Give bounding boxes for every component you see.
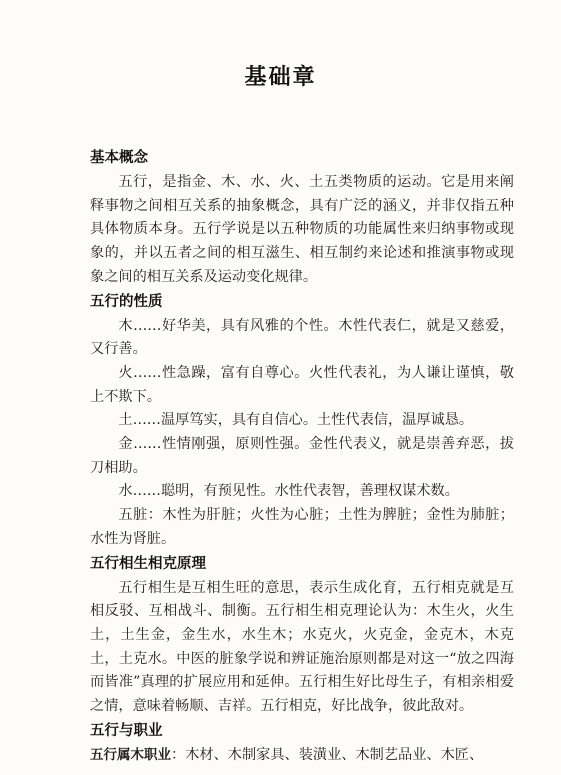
section-heading: 五行相生相克原理	[90, 555, 206, 572]
paragraph-lead: 五行属木职业	[90, 746, 171, 763]
section-heading: 五行的性质	[90, 293, 163, 310]
paragraph-earth: 土……温厚笃实，具有自信心。土性代表信，温厚诚恳。	[118, 412, 474, 429]
section-generation-restriction	[90, 552, 514, 719]
section-heading: 基本概念	[90, 150, 148, 166]
paragraph: 五行，是指金、木、水、火、土五类物质的运动。它是用来阐释事物之间相互关系的抽象概念，具有广泛的涵义，并非仅指五种具体物质本身。五行学说是以五种物质的功能属性来归纳事物或现象的，并以五者之间的相互滋生、相互制约来论述和推演事物或现象之间的相互关系及运动变化规律。	[90, 174, 514, 285]
paragraph-organs: 五脏：木性为肝脏；火性为心脏；土性为脾脏；金性为肺脏；水性为肾脏。	[90, 507, 514, 547]
page-content	[90, 146, 514, 767]
chapter-title: 基础章	[244, 65, 317, 90]
section-five-elements-nature	[90, 290, 514, 552]
paragraph: 五行相生是互相生旺的意思，表示生成化育，五行相克就是互相反驳、互相战斗、制衡。五行相生相克理论认为：木生火，火生土，土生金，金生水，水生木；水克火，火克金，金克木，木克土，土克水。中医的脏象学说和辨证施治原则都是对这一“放之四海而皆准”真理的扩展应用和延伸。五行相生好比母生子，有相亲相爱之情，意味着畅顺、吉祥。五行相克，好比战争，彼此敌对。	[90, 579, 514, 715]
paragraph-metal: 金……性情刚强，原则性强。金性代表义，就是崇善弃恶，拔刀相助。	[90, 436, 514, 476]
section-heading: 五行与职业	[90, 722, 163, 739]
section-basic-concept	[90, 146, 514, 290]
paragraph-text: ：木材、木制家具、装潢业、木制艺品业、木匠、	[171, 746, 484, 763]
paragraph-wood: 木……好华美，具有风雅的个性。木性代表仁，就是又慈爱，又行善。	[90, 317, 514, 358]
paragraph-wood-careers	[90, 744, 514, 768]
section-five-elements-careers	[90, 719, 514, 768]
paragraph-fire: 火……性急躁，富有自尊心。火性代表礼，为人谦让谨慎，敬上不欺下。	[90, 364, 514, 405]
paragraph-water: 水……聪明，有预见性。水性代表智，善理权谋术数。	[118, 483, 459, 500]
